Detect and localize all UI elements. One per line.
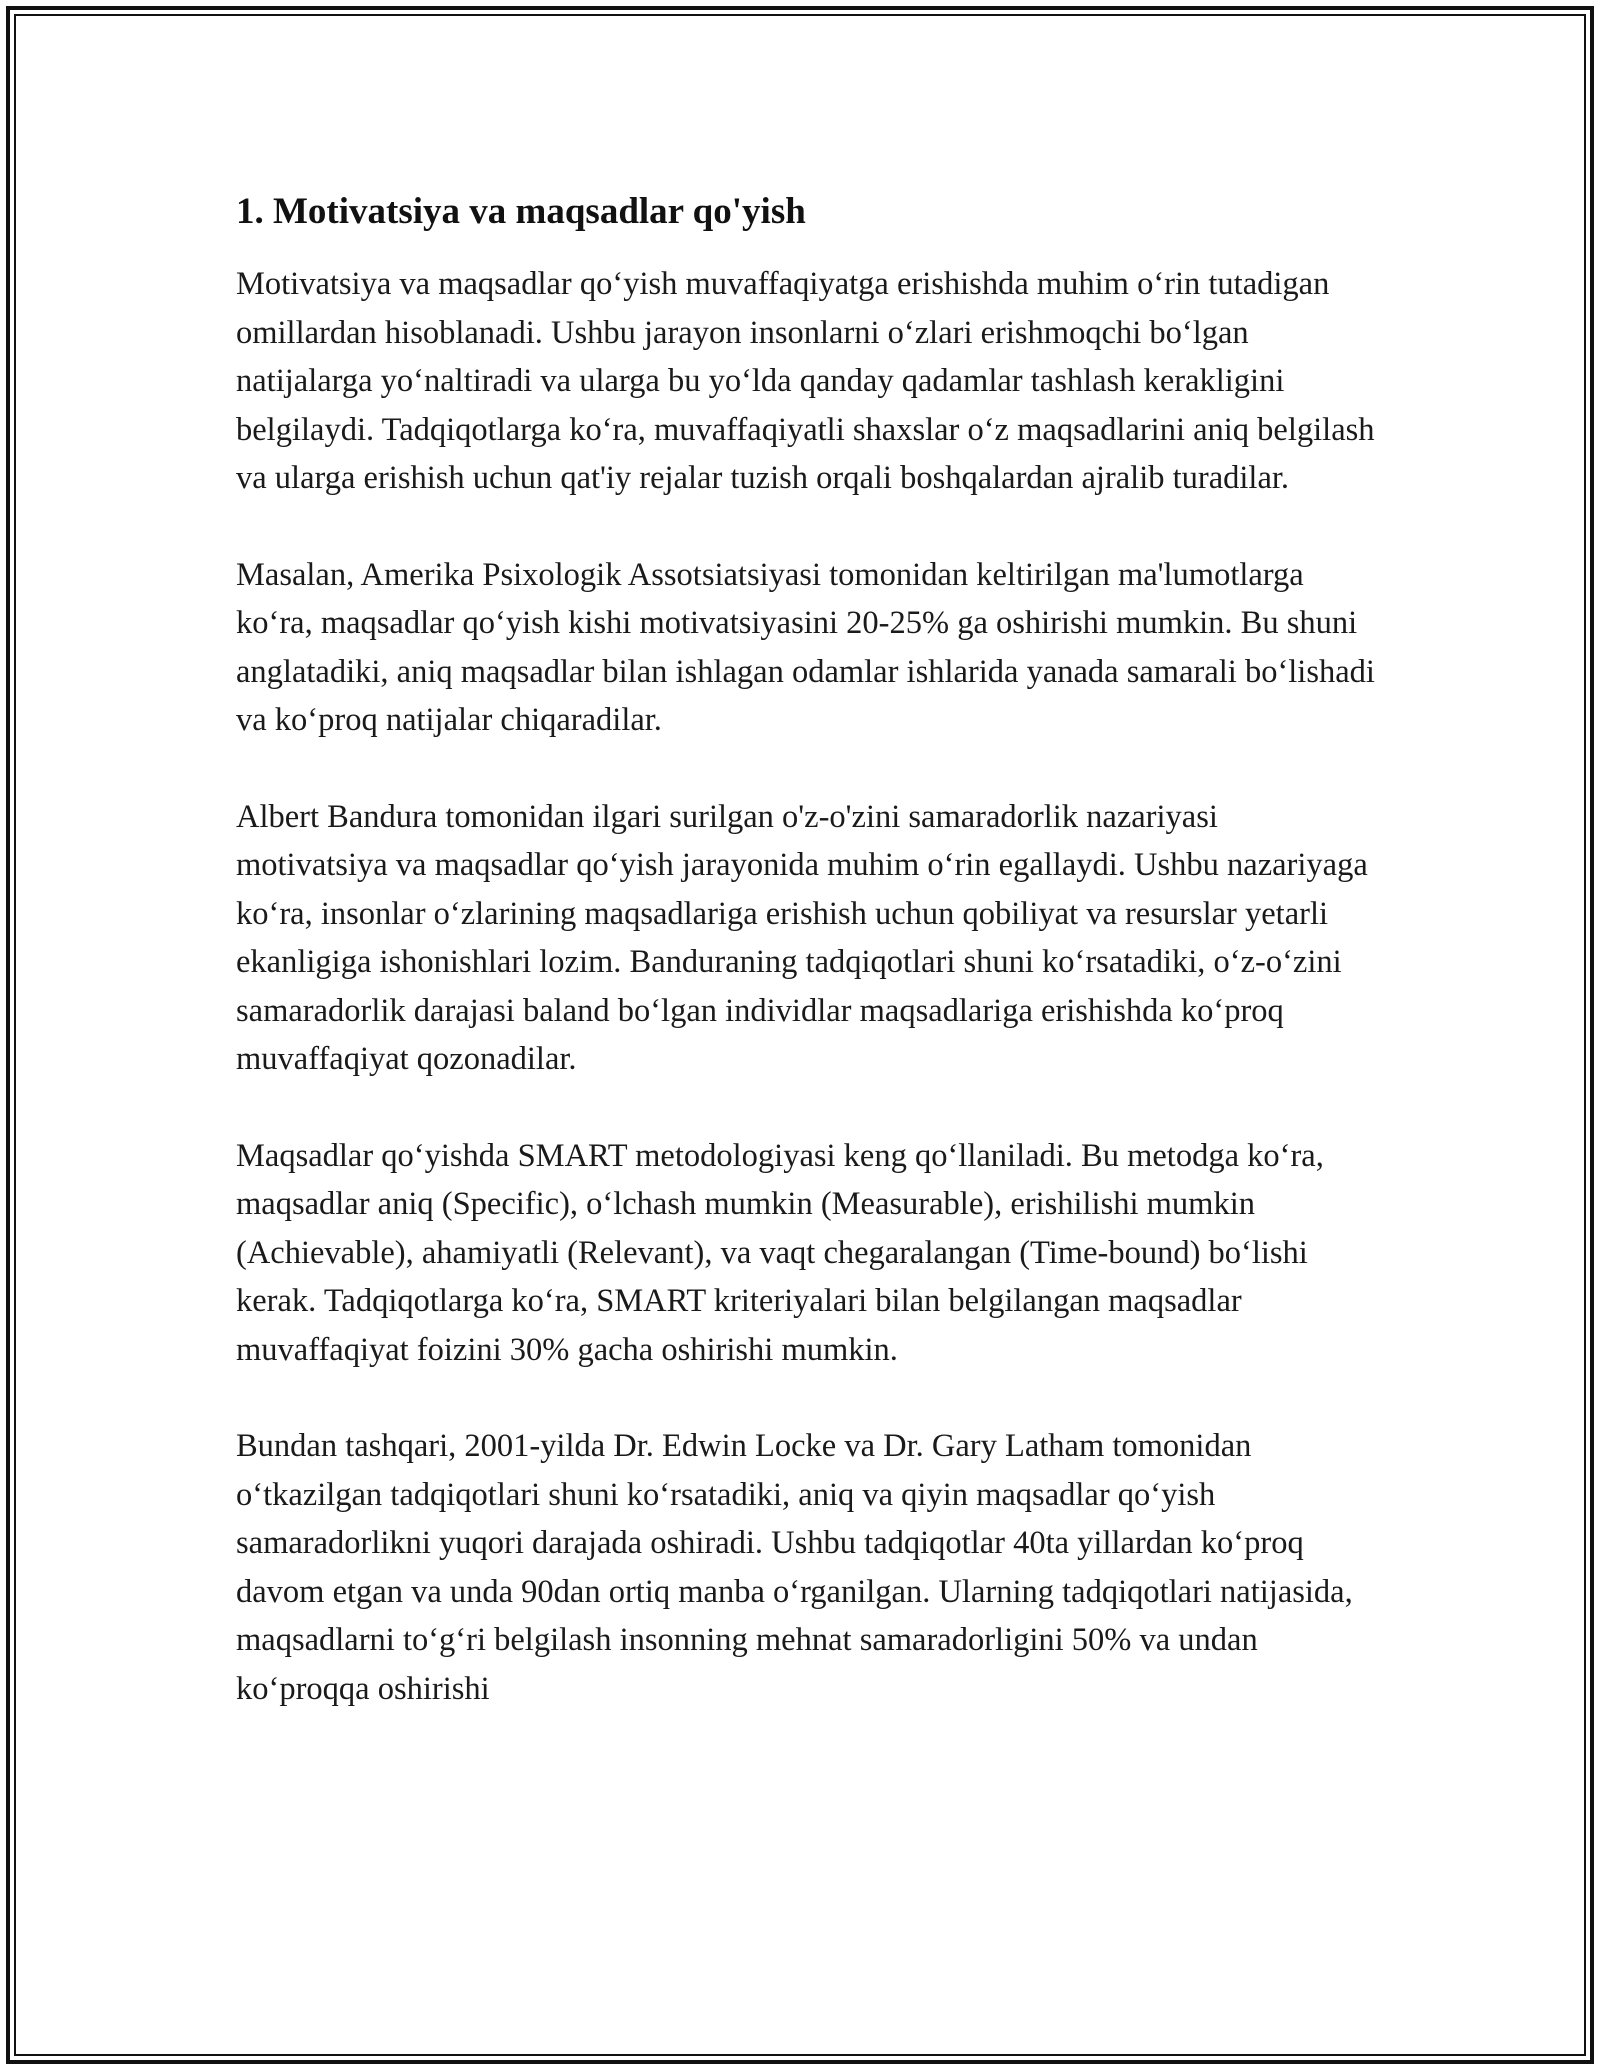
document-body: [236, 186, 1376, 1761]
paragraph-5: Bundan tashqari, 2001-yilda Dr. Edwin Locke va Dr. Gary Latham tomonidan o‘tkazilgan tadqiqotlari shuni ko‘rsatadiki, aniq va qiyin maqsadlar qo‘yish samaradorlikni yuqori darajada oshiradi. Ushbu tadqiqotlar 40ta yillardan ko‘proq davom etgan va unda 90dan ortiq manba o‘rganilgan. Ularning tadqiqotlari natijasida, maqsadlarni to‘g‘ri belgilash insonning mehnat samaradorligini 50% va undan ko‘proqqa oshirishi: [236, 1428, 1353, 1707]
paragraph-2: Masalan, Amerika Psixologik Assotsiatsiyasi tomonidan keltirilgan ma'lumotlarga ko‘ra, maqsadlar qo‘yish kishi motivatsiyasini 20-25% ga oshirishi mumkin. Bu shuni anglatadiki, aniq maqsadlar bilan ishlagan odamlar ishlarida yanada samarali bo‘lishadi va ko‘proq natijalar chiqaradilar.: [236, 556, 1375, 738]
section-heading: 1. Motivatsiya va maqsadlar qo'yish: [236, 191, 806, 232]
paragraph-4: Maqsadlar qo‘yishda SMART metodologiyasi keng qo‘llaniladi. Bu metodga ko‘ra, maqsadlar aniq (Specific), o‘lchash mumkin (Measurable), erishilishi mumkin (Achievable), ahamiyatli (Relevant), va vaqt chegaralangan (Time-bound) bo‘lishi kerak. Tadqiqotlarga ko‘ra, SMART kriteriyalari bilan belgilangan maqsadlar muvaffaqiyat foizini 30% gacha oshirishi mumkin.: [236, 1137, 1324, 1368]
paragraph-3: Albert Bandura tomonidan ilgari surilgan o'z-o'zini samaradorlik nazariyasi motivatsiya va maqsadlar qo‘yish jarayonida muhim o‘rin egallaydi. Ushbu nazariyaga ko‘ra, insonlar o‘zlarining maqsadlariga erishish uchun qobiliyat va resurslar yetarli ekanligiga ishonishlari lozim. Banduraning tadqiqotlari shuni ko‘rsatadiki, o‘z-o‘zini samaradorlik darajasi baland bo‘lgan individlar maqsadlariga erishishda ko‘proq muvaffaqiyat qozonadilar.: [236, 798, 1368, 1077]
paragraph-1: Motivatsiya va maqsadlar qo‘yish muvaffaqiyatga erishishda muhim o‘rin tutadigan omillardan hisoblanadi. Ushbu jarayon insonlarni o‘zlari erishmoqchi bo‘lgan natijalarga yo‘naltiradi va ularga bu yo‘lda qanday qadamlar tashlash kerakligini belgilaydi. Tadqiqotlarga ko‘ra, muvaffaqiyatli shaxslar o‘z maqsadlarini aniq belgilash va ularga erishish uchun qat'iy rejalar tuzish orqali boshqalardan ajralib turadilar.: [236, 266, 1375, 496]
